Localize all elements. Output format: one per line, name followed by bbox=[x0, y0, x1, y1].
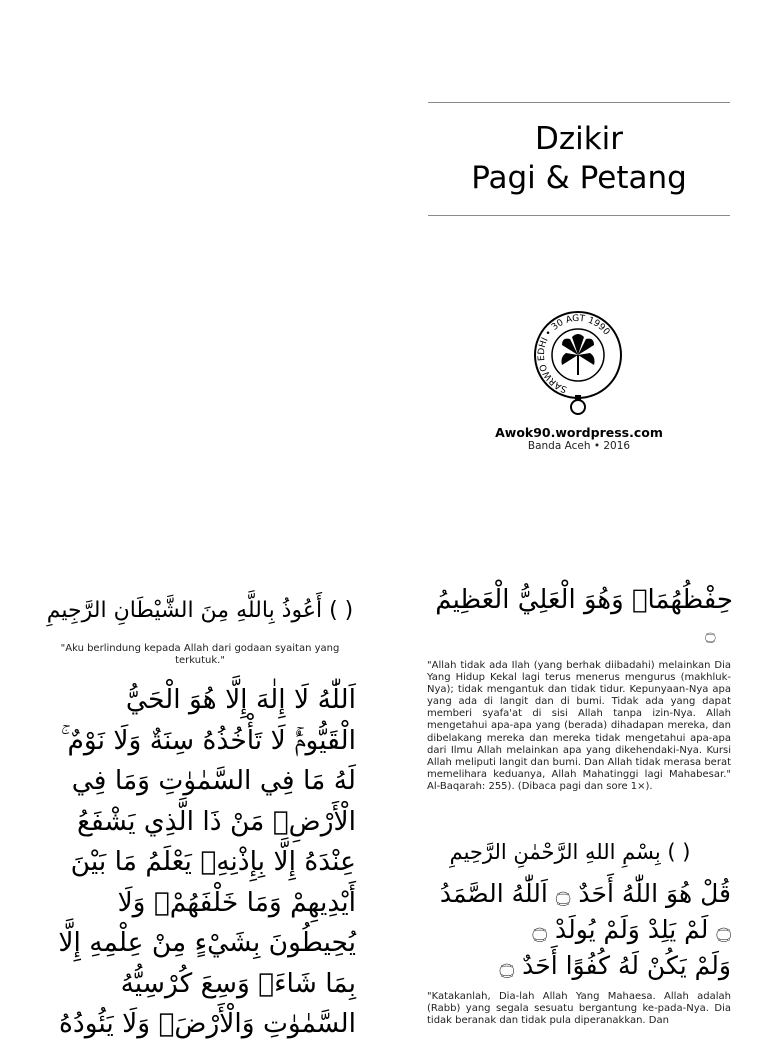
kursi-line: السَّمٰوٰتِ وَالْأَرْضَۖ وَلَا يَئُودُهُ bbox=[59, 1008, 356, 1039]
kursi-line: يُحِيطُونَ بِشَيْءٍ مِنْ عِلْمِهِ إِلَّا bbox=[58, 927, 356, 958]
ikhlas-line: وَلَمْ يَكُنْ لَهُ كُفُوًا أَحَدٌ ۝ bbox=[499, 951, 731, 980]
ikhlas-line: قُلْ هُوَ اللّٰهُ أَحَدٌ ۝ اَللّٰهُ الصَّمَدُ bbox=[439, 879, 731, 908]
kursi-line: أَيْدِيهِمْ وَمَا خَلْفَهُمْۖ وَلَا bbox=[117, 886, 356, 918]
website-text: Awok90.wordpress.com bbox=[495, 425, 663, 440]
cover-title-line-2: Pagi & Petang bbox=[471, 160, 687, 196]
al-ikhlas-arabic bbox=[415, 876, 731, 984]
taawudz-translation: "Aku berlindung kepada Allah dari godaan syaitan yang terkutuk." bbox=[60, 643, 340, 666]
kursi-line: بِمَا شَاءَۚ وَسِعَ كُرْسِيُّهُ bbox=[120, 967, 356, 999]
kursi-line: الْقَيُّومُۚ لَا تَأْخُذُهُ سِنَةٌ وَلَا نَوْمٌ ۚ bbox=[60, 724, 356, 756]
leaf-emblem-icon bbox=[562, 334, 595, 375]
ayat-kursi-arabic bbox=[40, 680, 356, 1045]
seal-emblem bbox=[532, 309, 624, 417]
cover-title-line-1: Dzikir bbox=[534, 121, 624, 157]
al-ikhlas-translation: "Katakanlah, Dia-lah Allah Yang Mahaesa. Allah adalah (Rabb) yang segala sesuatu bergantung ke-pada-Nya. Dia tidak beranak dan tidak pula diperanakkan. Dan bbox=[427, 991, 731, 1027]
taawudz-arabic: ( ) أَعُوذُ بِاللَّهِ مِنَ الشَّيْطَانِ الرَّجِيمِ bbox=[46, 598, 354, 623]
kursi-line: الْأَرْضِۗ مَنْ ذَا الَّذِي يَشْفَعُ bbox=[76, 805, 356, 837]
ayat-kursi-translation: "Allah tidak ada Ilah (yang berhak diibadahi) melainkan Dia Yang Hidup Kekal lagi terus menerus mengurus (makhluk-Nya); tidak mengantuk dan tidak tidur. Kepunyaan-Nya apa yang ada di langit dan di bumi. Tidak ada yang dapat memberi syafa'at di sisi Allah tanpa izin-Nya. Allah mengetahui apa-apa yang (berada) dihadapan mereka, dan dibelakang mereka dan mereka tidak mengetahui apa-apa dari Ilmu Allah melainkan apa yang dikehendaki-Nya. Kursi Allah meliputi langit dan bumi. Dan Allah tidak merasa berat memelihara keduanya, Allah Mahatinggi lagi Mahabesar." Al-Baqarah: 255). (Dibaca pagi dan sore 1×). bbox=[427, 660, 731, 792]
ayat-kursi-end-arabic: حِفْظُهُمَاۚ وَهُوَ الْعَلِيُّ الْعَظِيمُ bbox=[435, 585, 733, 615]
kursi-line: لَهُ مَا فِي السَّمٰوٰتِ وَمَا فِي bbox=[71, 765, 356, 796]
place-year-text: Banda Aceh • 2016 bbox=[527, 440, 631, 452]
ayah-end-marker: ۝ bbox=[705, 624, 716, 645]
basmalah-arabic: ( ) بِسْمِ اللهِ الرَّحْمٰنِ الرَّحِيمِ bbox=[449, 840, 691, 864]
svg-text:SARWO EDHI • 30 AGT 1990 bbox=[537, 314, 612, 394]
cover-top-rule bbox=[428, 102, 730, 103]
ikhlas-line: ۝ لَمْ يَلِدْ وَلَمْ يُولَدْ ۝ bbox=[532, 915, 731, 944]
cover-bottom-rule bbox=[428, 215, 730, 216]
kursi-line: اَللّٰهُ لَا إِلٰهَ إِلَّا هُوَ الْحَيُّ bbox=[125, 684, 356, 715]
kursi-line: عِنْدَهُ إِلَّا بِإِذْنِهِۚ يَعْلَمُ مَا بَيْنَ bbox=[70, 846, 356, 877]
seal-ring-text: SARWO EDHI • 30 AGT 1990 bbox=[536, 313, 612, 394]
